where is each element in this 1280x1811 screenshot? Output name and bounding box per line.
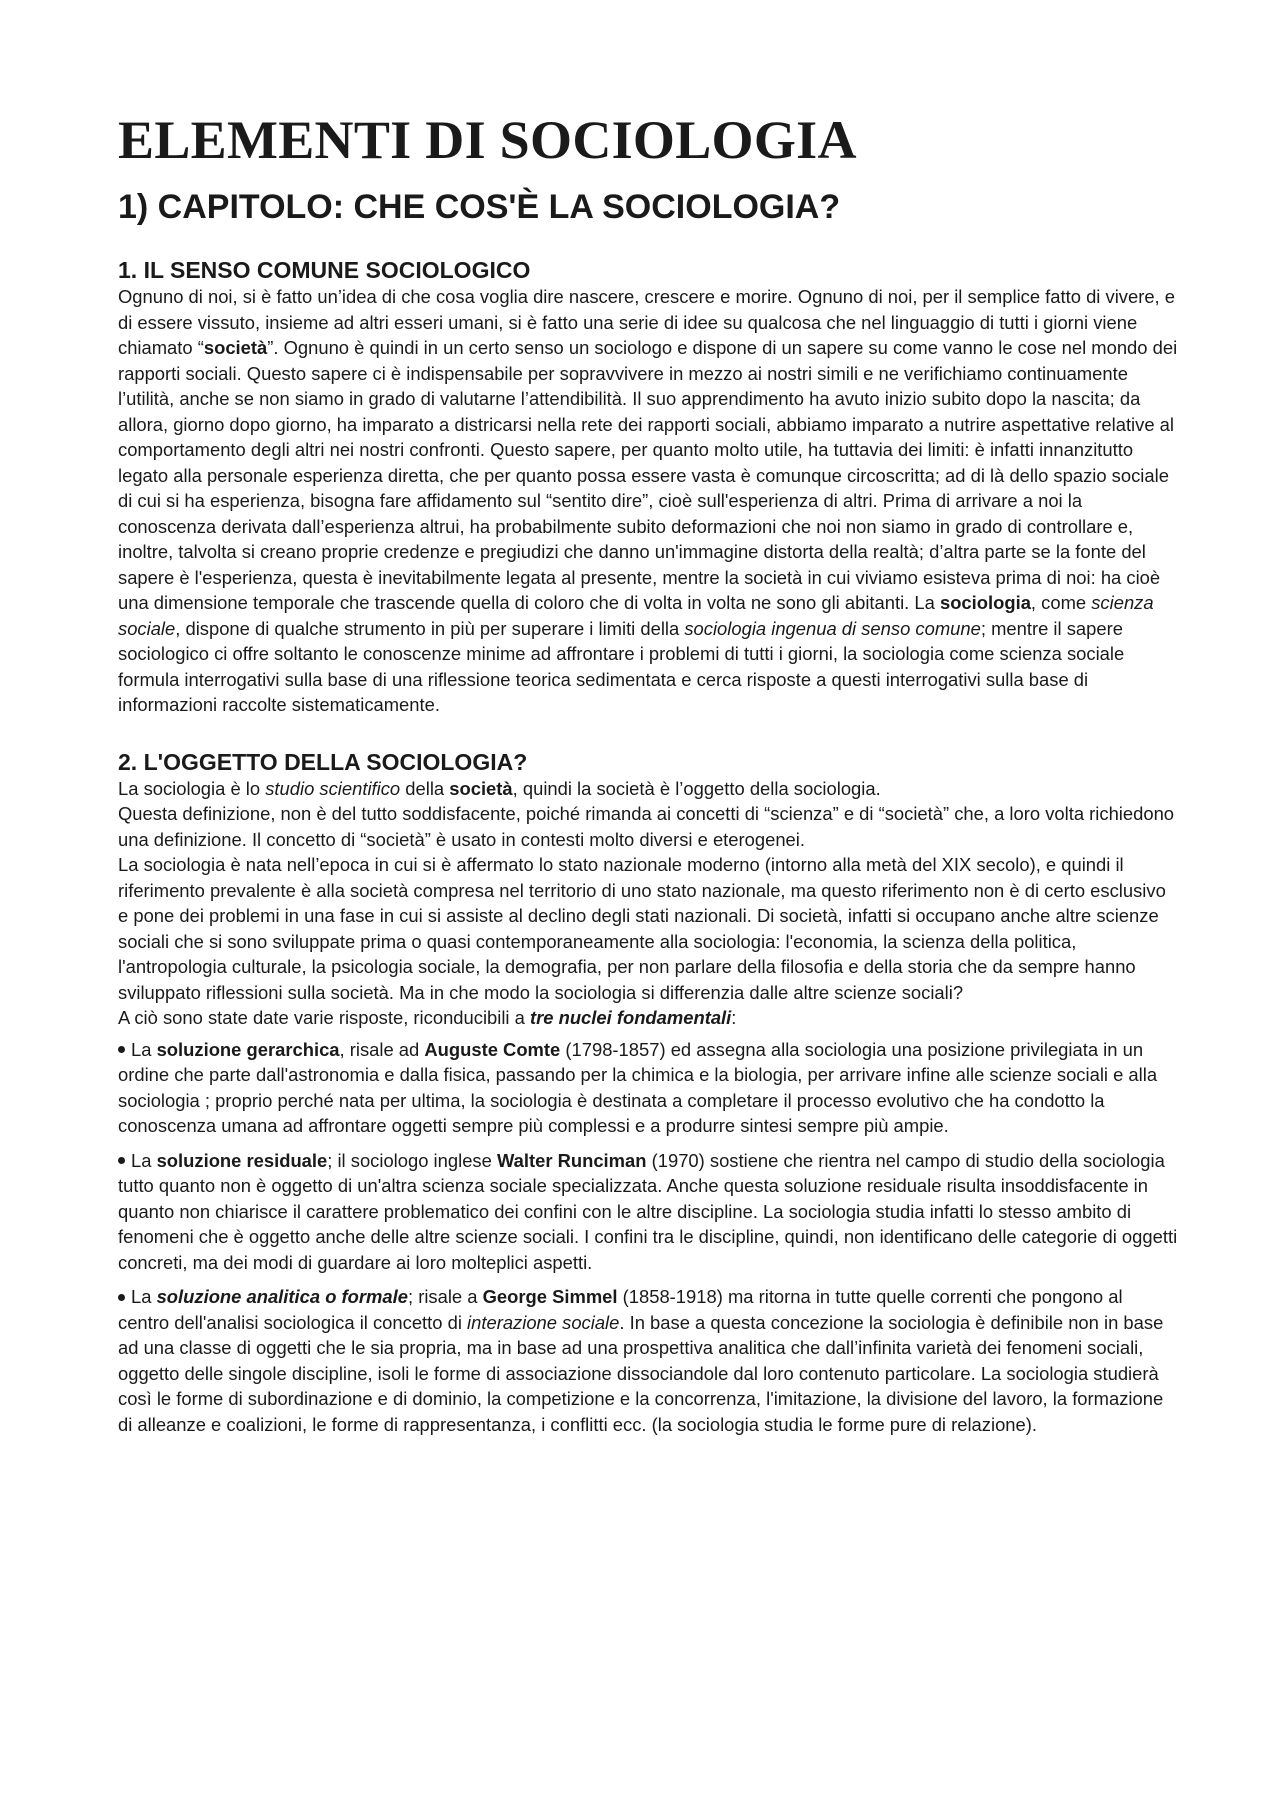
text-run: , quindi la società è l’oggetto della sociologia. — [512, 777, 881, 799]
bold-term: Auguste Comte — [424, 1038, 561, 1060]
list-item — [118, 1284, 1178, 1437]
text-run: , dispone di qualche strumento in più per superare i limiti della — [175, 617, 685, 639]
text-run: La — [131, 1149, 157, 1171]
text-run: ; il sociologo inglese — [327, 1149, 497, 1171]
bullet-icon — [118, 1046, 125, 1053]
section-paragraph: Questa definizione, non è del tutto soddisfacente, poiché rimanda ai concetti di “scienza” e di “società” che, a loro volta richiedono una definizione. Il concetto di “società” è usato in contesti molto diversi e eterogenei. — [118, 803, 1175, 850]
bold-term: società — [449, 777, 513, 799]
chapter-title: 1) CAPITOLO: CHE COS'È LA SOCIOLOGIA? — [118, 188, 841, 226]
bullet-icon — [118, 1157, 125, 1164]
italic-term: studio scientifico — [265, 777, 401, 799]
bold-term: soluzione gerarchica — [156, 1038, 340, 1060]
bold-italic-term: soluzione analitica o formale — [156, 1286, 408, 1307]
text-run: La — [131, 1286, 157, 1307]
text-run: ; risale a — [407, 1286, 483, 1307]
text-run: (1858-1918) ma ritorna in tutte quelle correnti che pongono al centro dell'analisi sociologica il concetto di — [118, 1286, 1123, 1333]
bold-term — [157, 1286, 408, 1307]
text-run: La — [131, 1038, 157, 1060]
section-paragraph — [118, 284, 1178, 718]
bold-term — [530, 1007, 731, 1028]
italic-term: sociologia ingenua di senso comune — [684, 617, 981, 639]
italic-term: scienza sociale — [118, 592, 1154, 639]
text-run: : — [731, 1007, 737, 1028]
text-run: A ciò sono state date varie risposte, riconducibili a — [118, 1007, 530, 1028]
section-paragraph — [118, 776, 1178, 802]
italic-term: interazione sociale — [467, 1311, 620, 1333]
section-heading: 2. L'OGGETTO DELLA SOCIOLOGIA? — [118, 748, 528, 775]
section-paragraph: La sociologia è nata nell’epoca in cui si è affermato lo stato nazionale moderno (intorno alla metà del XIX secolo), e quindi il riferimento prevalente è alla società compresa nel territorio di uno stato nazionale, ma questo riferimento non è di certo esclusivo e pone dei problemi in una fase in cui si assiste al declino degli stati nazionali. Di società, infatti si occupano anche altre scienze sociali che si sono sviluppate prima o quasi contemporaneamente alla sociologia: l'economia, la scienza della politica, l'antropologia culturale, la psicologia sociale, la demografia, per non parlare della filosofia e della storia che da sempre hanno sviluppato riflessioni sulla società. Ma in che modo la sociologia si differenzia dalle altre scienze sociali? — [118, 854, 1166, 1003]
bold-term: Walter Runciman — [496, 1149, 647, 1171]
section-heading: 1. IL SENSO COMUNE SOCIOLOGICO — [118, 257, 531, 283]
section-senso-comune — [118, 256, 1178, 718]
bullet-list — [118, 1037, 1178, 1438]
text-run: (1798-1857) ed assegna alla sociologia una posizione privilegiata in un ordine che parte dall'astronomia e dalla fisica, passando per la chimica e la biologia, per arrivare infine alle scienze sociali e alla sociologia ; proprio perché nata per ultima, la sociologia è destinata a completare il processo evolutivo che ha condotto la conoscenza umana ad affrontare oggetti sempre più complessi e a produrre sintesi sempre più ampie. — [118, 1038, 1158, 1136]
text-run: . In base a questa concezione la sociologia è definibile non in base ad una classe di oggetti che le sia propria, ma in base ad una prospettiva analitica che dall’infinita varietà dei fenomeni sociali, oggetto delle singole discipline, isoli le forme di associazione dissociandole dal loro contenuto particolare. La sociologia studierà così le forme di subordinazione e di dominio, la competizione e la concorrenza, l'imitazione, la divisione del lavoro, la formazione di alleanze e coalizioni, le forme di rappresentanza, i conflitti ecc. (la sociologia studia le forme pure di relazione). — [118, 1311, 1164, 1435]
text-run: della — [400, 777, 450, 799]
list-item — [118, 1037, 1178, 1139]
text-run: ; mentre il sapere sociologico ci offre soltanto le conoscenze minime ad affrontare i problemi di tutti i giorni, la sociologia come scienza sociale formula interrogativi sulla base di una riflessione teorica sedimentata e cerca risposte a questi interrogativi sulla base di informazioni raccolte sistematicamente. — [118, 617, 1125, 715]
document-title: ELEMENTI DI SOCIOLOGIA — [118, 110, 857, 170]
bold-term: società — [203, 337, 268, 358]
bold-italic-term: tre nuclei fondamentali — [529, 1007, 732, 1028]
section-paragraph — [118, 1005, 1178, 1031]
bold-term: George Simmel — [482, 1286, 618, 1307]
text-run: (1970) sostiene che rientra nel campo di studio della sociologia tutto quanto non è oggetto di un'altra scienza sociale specializzata. Anche questa soluzione residuale risulta insoddisfacente in quanto non chiarisce il carattere problematico dei confini con le altre discipline. La sociologia studia infatti lo stesso ambito di fenomeni che è oggetto anche delle altre scienze sociali. I confini tra le discipline, quindi, non identificano delle categorie di oggetti concreti, ma dei modi di guardare ai loro molteplici aspetti. — [118, 1149, 1178, 1273]
text-run: , come — [1030, 592, 1092, 613]
bold-term: sociologia — [939, 592, 1031, 613]
list-item — [118, 1148, 1178, 1276]
text-run: ”. Ognuno è quindi in un certo senso un sociologo e dispone di un sapere su come vanno le cose nel mondo dei rapporti sociali. Questo sapere ci è indispensabile per sopravvivere in mezzo ai nostri simili e ne verifichiamo continuamente l’utilità, anche se non siamo in grado di valutarne l’attendibilità. Il suo apprendimento ha avuto inizio subito dopo la nascita; da allora, giorno dopo giorno, ha imparato a districarsi nella rete dei rapporti sociali, abbiamo imparato a nutrire aspettative relative al comportamento degli altri nei nostri confronti. Questo sapere, per quanto molto utile, ha tuttavia dei limiti: è infatti innanzitutto legato alla personale esperienza diretta, che per quanto possa essere vasta è comunque circoscritta; ad di là dello spazio sociale di cui si ha esperienza, bisogna fare affidamento sul “sentito dire”, cioè sull'esperienza di altri. Prima di arrivare a noi la conoscenza derivata dall’esperienza altrui, ha probabilmente subito deformazioni che noi non siamo in grado di controllare e, inoltre, talvolta si creano proprie credenze e pregiudizi che danno un'immagine distorta della realtà; d’altra parte se la fonte del sapere è l'esperienza, questa è inevitabilmente legata al presente, mentre la società in cui viviamo esisteva prima di noi: ha cioè una dimensione temporale che trascende quella di coloro che di volta in volta ne sono gli abitanti. La — [118, 337, 1178, 613]
bullet-icon — [118, 1294, 125, 1301]
text-run: La sociologia è lo — [118, 777, 266, 799]
bold-term: soluzione residuale — [156, 1149, 328, 1171]
text-run: Ognuno di noi, si è fatto un’idea di che cosa voglia dire nascere, crescere e morire. Ognuno di noi, per il semplice fatto di vivere, e di essere vissuto, insieme ad altri esseri umani, si è fatto una serie di idee su qualcosa che nel linguaggio di tutti i giorni viene chiamato “ — [118, 286, 1176, 358]
section-oggetto — [118, 748, 1178, 1438]
text-run: , risale ad — [339, 1038, 425, 1060]
document-page — [118, 108, 1178, 1446]
